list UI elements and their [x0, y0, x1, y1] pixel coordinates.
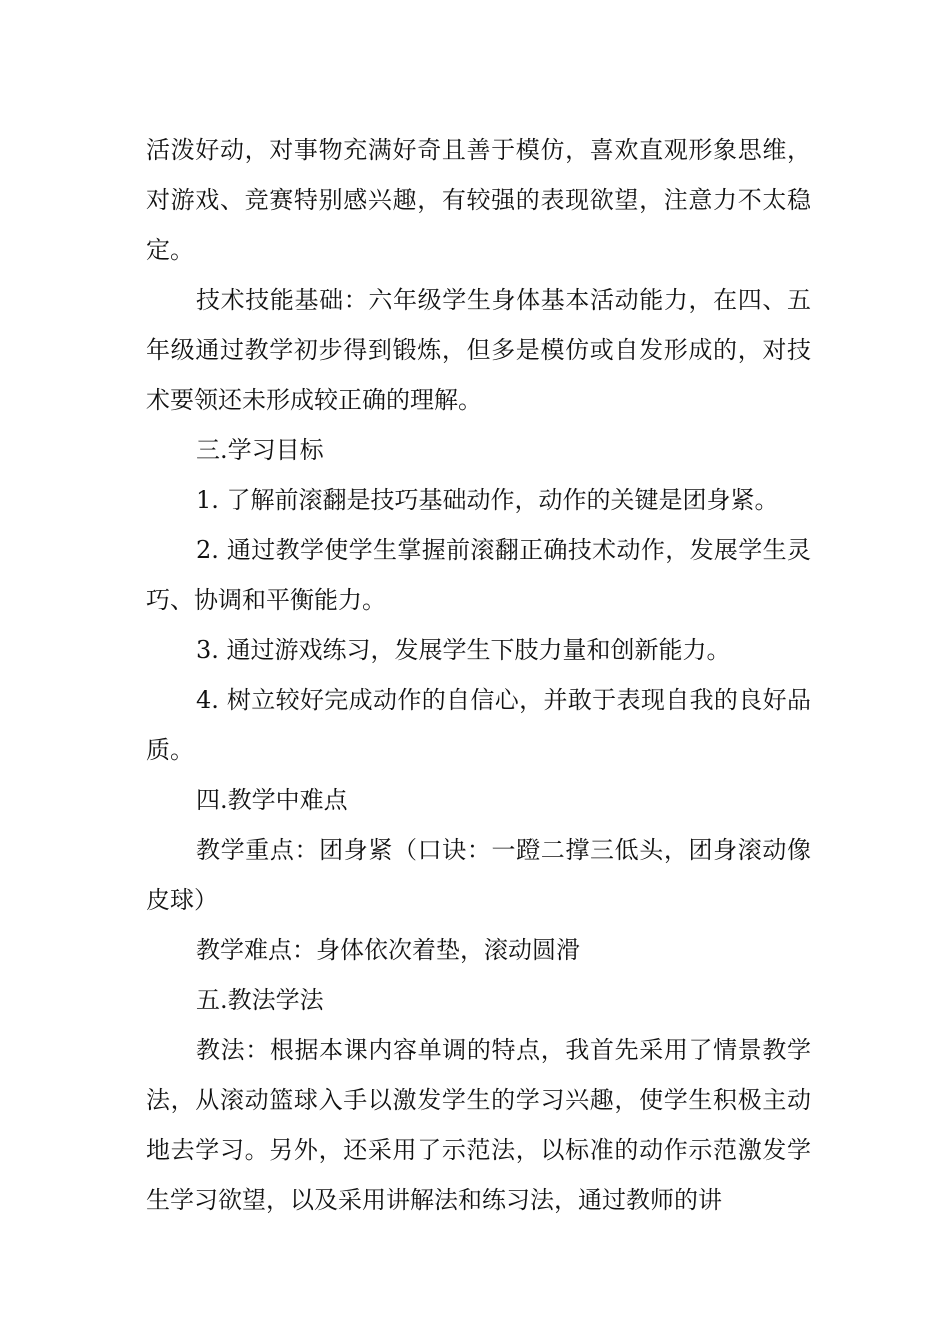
heading-methods: 五.教法学法	[196, 986, 324, 1014]
paragraph-teaching-difficulty: 教学难点：身体依次着垫，滚动圆滑	[196, 936, 580, 964]
heading-learning-goals: 三.学习目标	[196, 436, 324, 464]
paragraph-teaching-focus: 教学重点：团身紧（口诀：一蹬二撑三低头，团身滚动像皮球）	[146, 836, 811, 914]
goal-item-4: 4. 树立较好完成动作的自信心，并敢于表现自我的良好品质。	[146, 686, 811, 764]
goal-item-3: 3. 通过游戏练习，发展学生下肢力量和创新能力。	[196, 636, 731, 664]
document-body	[146, 125, 811, 1225]
paragraph-teaching-method: 教法：根据本课内容单调的特点，我首先采用了情景教学法，从滚动篮球入手以激发学生的学习兴趣，使学生积极主动地去学习。另外，还采用了示范法，以标准的动作示范激发学生学习欲望，以及采用讲解法和练习法，通过教师的讲	[146, 1036, 811, 1214]
goal-item-1: 1. 了解前滚翻是技巧基础动作，动作的关键是团身紧。	[196, 486, 779, 514]
goal-item-2: 2. 通过教学使学生掌握前滚翻正确技术动作，发展学生灵巧、协调和平衡能力。	[146, 536, 811, 614]
heading-key-difficulties: 四.教学中难点	[196, 786, 348, 814]
paragraph-student-traits: 活泼好动，对事物充满好奇且善于模仿，喜欢直观形象思维，对游戏、竞赛特别感兴趣，有较强的表现欲望，注意力不太稳定。	[146, 136, 811, 264]
paragraph-skill-foundation: 技术技能基础：六年级学生身体基本活动能力，在四、五年级通过教学初步得到锻炼，但多是模仿或自发形成的，对技术要领还未形成较正确的理解。	[146, 286, 811, 414]
